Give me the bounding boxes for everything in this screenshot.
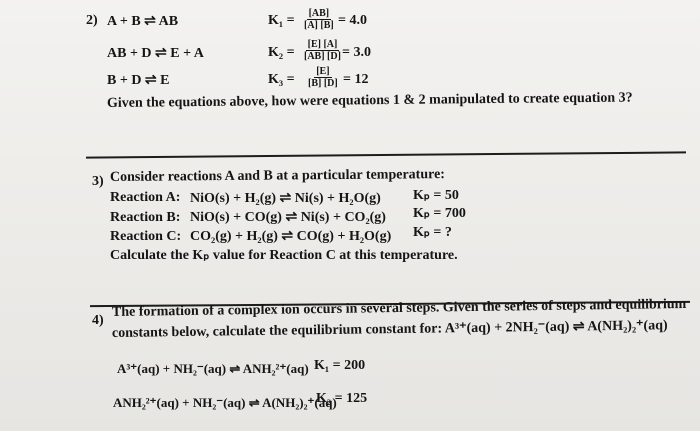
q2-k1-value: = 4.0 bbox=[338, 13, 367, 28]
q2-k2-numerator: [E] [A] bbox=[307, 39, 338, 50]
q2-k3-denominator: [B] [D] bbox=[308, 78, 338, 89]
q2-k1-fraction bbox=[302, 8, 336, 32]
q3-reaction-b-equation: NiO(s) + CO(g) ⇌ Ni(s) + CO₂(g) bbox=[190, 210, 386, 225]
q2-number: 2) bbox=[86, 13, 98, 28]
q4-step-1-equation: A³⁺(aq) + NH₂⁻(aq) ⇌ ANH₂²⁺(aq) bbox=[117, 361, 309, 376]
q3-reaction-a-equation: NiO(s) + H₂(g) ⇌ Ni(s) + H₂O(g) bbox=[190, 191, 381, 206]
q3-question: Calculate the Kₚ value for Reaction C at this temperature. bbox=[110, 248, 458, 263]
q2-k3-fraction bbox=[306, 66, 340, 90]
q2-k3-value: = 12 bbox=[343, 72, 369, 87]
q3-intro: Consider reactions A and B at a particular temperature: bbox=[109, 167, 446, 185]
q2-k2-denominator: [AB] [D] bbox=[304, 51, 341, 62]
q2-k2-value: = 3.0 bbox=[342, 45, 371, 60]
q2-k3-numerator: [E] bbox=[316, 66, 330, 77]
q4-line-2: constants below, calculate the equilibrium constant for: A³⁺(aq) + 2NH₂⁻(aq) ⇌ A(NH₂)₂⁺(aq) bbox=[111, 318, 668, 341]
q3-reaction-b-label: Reaction B: bbox=[110, 210, 181, 225]
q3-reaction-b-k: Kₚ = 700 bbox=[413, 206, 466, 221]
q3-reaction-c-equation: CO₂(g) + H₂(g) ⇌ CO(g) + H₂O(g) bbox=[190, 229, 392, 244]
q4-step-2-equation: ANH₂²⁺(aq) + NH₂⁻(aq) ⇌ A(NH₂)₂⁺(aq) bbox=[113, 395, 337, 410]
q4-step-2-k: K₂ = 125 bbox=[316, 391, 368, 406]
q2-k1-denominator: [A] [B] bbox=[304, 20, 334, 31]
q2-k2-label: K₂ = bbox=[268, 45, 295, 60]
q4-line-1: The formation of a complex ion occurs in several steps. Given the series of steps and equilibrium bbox=[111, 296, 687, 320]
q2-equation-2: AB + D ⇌ E + A bbox=[107, 46, 204, 61]
q2-equation-1: A + B ⇌ AB bbox=[107, 14, 179, 29]
q2-k2-fraction bbox=[302, 39, 343, 63]
q2-question: Given the equations above, how were equations 1 & 2 manipulated to create equation 3? bbox=[106, 90, 633, 111]
q3-reaction-a-label: Reaction A: bbox=[110, 190, 181, 205]
q4-step-1-k: K₁ = 200 bbox=[314, 358, 366, 373]
q2-equation-3: B + D ⇌ E bbox=[107, 73, 170, 88]
q3-number: 3) bbox=[92, 174, 104, 189]
q2-k1-numerator: [AB] bbox=[308, 8, 330, 19]
q3-reaction-a-k: Kₚ = 50 bbox=[413, 188, 459, 203]
q2-k1-label: K₁ = bbox=[268, 13, 295, 28]
q3-reaction-c-label: Reaction C: bbox=[110, 229, 182, 244]
divider-1 bbox=[86, 151, 686, 158]
q3-reaction-c-k: Kₚ = ? bbox=[413, 225, 452, 240]
q4-number: 4) bbox=[92, 313, 104, 328]
q2-k3-label: K₃ = bbox=[268, 72, 295, 87]
